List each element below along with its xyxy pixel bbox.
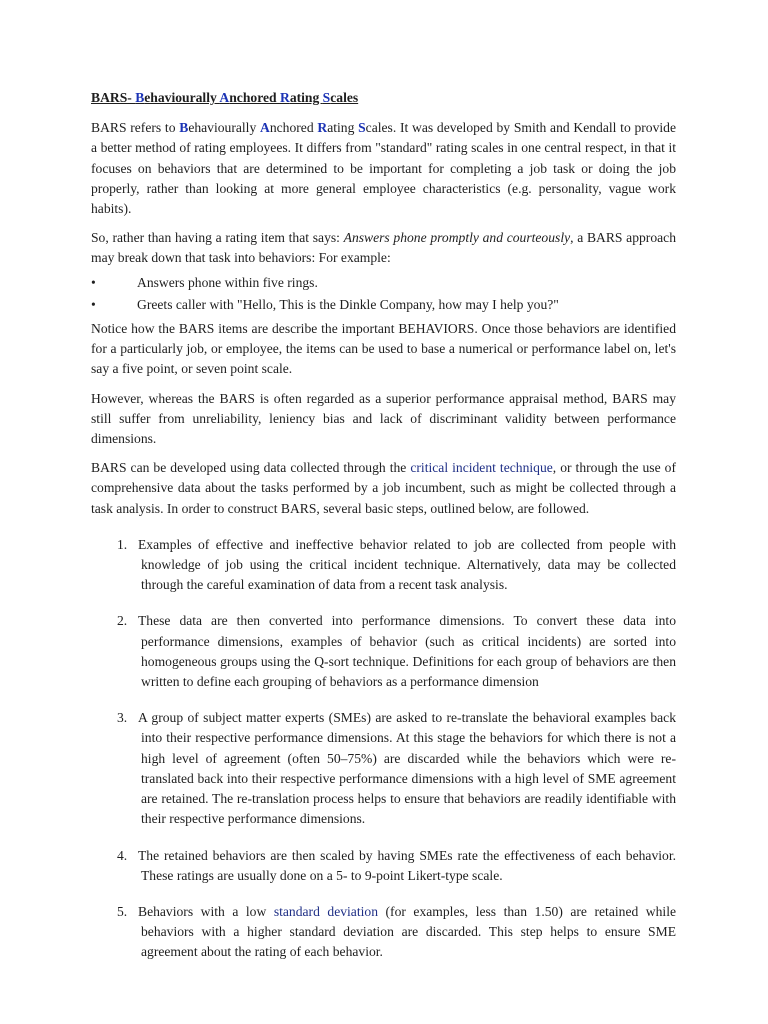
list-item: • Answers phone within five rings. xyxy=(91,273,676,293)
list-item: • Greets caller with "Hello, This is the Dinkle Company, how may I help you?" xyxy=(91,295,676,315)
example-paragraph: So, rather than having a rating item that says: Answers phone promptly and courteously, a BARS approach may break down that task into behaviors: For example: xyxy=(91,230,676,266)
page-title: BARS- Behaviourally Anchored Rating Scales xyxy=(91,90,359,105)
example-bullet-list xyxy=(91,273,676,315)
step-item: 4. The retained behaviors are then scaled by having SMEs rate the effectiveness of each behavior. These ratings are usually done on a 5- to 9-point Likert-type scale. xyxy=(117,847,676,883)
steps-list xyxy=(91,535,676,963)
bullet-icon: • xyxy=(91,296,96,312)
link-unreliability[interactable]: unreliability xyxy=(192,410,259,426)
step-item: 5. Behaviors with a low standard deviation (for examples, less than 1.50) are retained while behaviors with a higher standard deviation are discarded. This step helps to ensure SME agreement about the rating of each behavior. xyxy=(117,903,676,960)
link-leniency-bias[interactable]: leniency bias xyxy=(269,410,345,426)
step-item: 3. A group of subject matter experts (SMEs) are asked to re-translate the behavioral examples back into their respective performance dimensions. At this stage the behaviors for which there is not a high level of agreement (often 50–75%) are discarded while the behaviors which were re-translated back into their respective performance dimensions with a high level of SME agreement are retained. The re-translation process helps to ensure that behaviors are readily identifiable with their respective performance dimensions. xyxy=(117,710,676,827)
link-standard-deviation[interactable]: standard deviation xyxy=(273,903,378,919)
intro-paragraph: BARS refers to Behaviourally Anchored Rating Scales. It was developed by Smith and Kendall to provide a better method of rating employees. It differs from "standard" rating scales in one central respect, in that it focuses on behaviors that are determined to be important for completing a job task or doing the job properly, rather than looking at more general employee characteristics (e.g. personality, vague work habits). xyxy=(91,120,676,217)
notice-paragraph: Notice how the BARS items are describe the important BEHAVIORS. Once those behaviors are identified for a particularly job, or employee, the items can be used to base a numerical or performance label on, let's say a five point, or seven point scale. xyxy=(91,321,676,377)
bullet-icon: • xyxy=(91,274,96,290)
link-critical-incident-technique[interactable]: critical incident technique xyxy=(410,460,553,476)
however-paragraph: However, whereas the BARS is often regarded as a superior performance appraisal method, BARS may still suffer from unreliability, leniency bias and lack of discriminant validity between performance dimensions. xyxy=(91,390,677,447)
step-item: 1. Examples of effective and ineffective behavior related to job are collected from people with knowledge of job using the critical incident technique. Alternatively, data may be collected through the careful examination of data from a recent task analysis. xyxy=(117,536,676,593)
step-item: 2. These data are then converted into performance dimensions. To convert these data into performance dimensions, examples of behavior (such as critical incidents) are sorted into homogeneous groups using the Q-sort technique. Definitions for each group of behaviors are then written to define each grouping of behaviors as a performance dimension xyxy=(117,613,676,690)
develop-paragraph: BARS can be developed using data collected through the critical incident technique, or through the use of comprehensive data about the tasks performed by a job incumbent, such as might be collected through a task analysis. In order to construct BARS, several basic steps, outlined below, are followed. xyxy=(91,460,676,516)
link-discriminant-validity[interactable]: discriminant validity xyxy=(429,410,547,426)
document-page xyxy=(91,88,676,979)
link-performance-appraisal[interactable]: performance appraisal xyxy=(435,390,559,406)
